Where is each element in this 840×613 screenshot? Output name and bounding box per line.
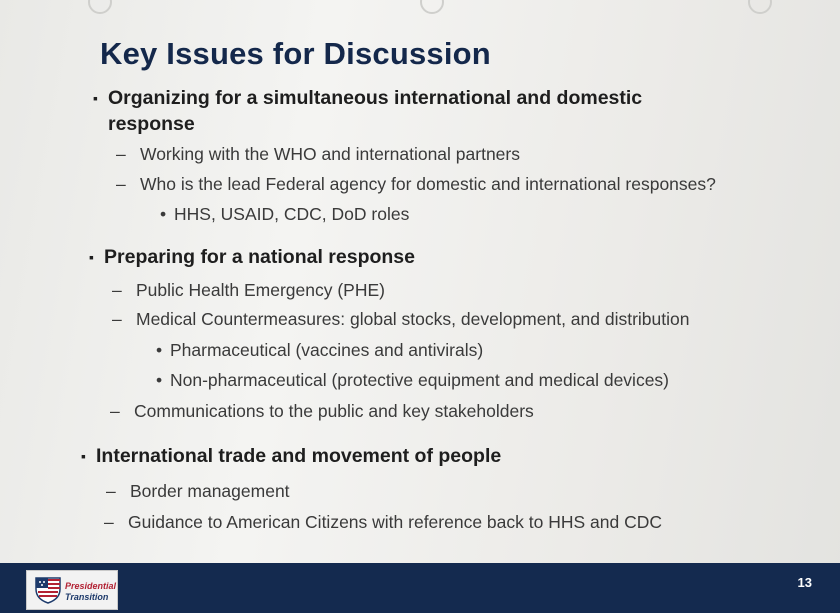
dash-icon: – — [104, 512, 114, 532]
dot-icon: • — [156, 370, 163, 390]
sub-list-item: • HHS, USAID, CDC, DoD roles — [160, 204, 410, 224]
binder-ring — [420, 0, 444, 14]
dot-icon: • — [160, 204, 167, 224]
list-item: – Public Health Emergency (PHE) — [112, 280, 385, 300]
square-bullet-icon: ▪ — [81, 448, 86, 464]
section-heading: ▪ International trade and movement of people — [81, 445, 502, 467]
page-number: 13 — [797, 575, 812, 590]
dash-icon: – — [110, 401, 120, 421]
list-item: – Who is the lead Federal agency for domestic and international responses? — [116, 174, 716, 194]
logo-text: Transition — [65, 592, 109, 602]
shield-icon — [33, 575, 63, 605]
list-item: – Guidance to American Citizens with reference back to HHS and CDC — [104, 512, 662, 532]
dash-icon: – — [116, 144, 126, 164]
list-item: – Working with the WHO and international partners — [116, 144, 520, 164]
slide-title: Key Issues for Discussion — [100, 36, 491, 71]
sub-list-item: • Pharmaceutical (vaccines and antivirals) — [156, 340, 484, 360]
dash-icon: – — [112, 309, 122, 329]
list-item: – Border management — [106, 481, 290, 501]
sub-list-item: • Non-pharmaceutical (protective equipment and medical devices) — [156, 370, 669, 390]
dash-icon: – — [112, 280, 122, 300]
footer-bar — [0, 563, 840, 613]
binder-ring — [88, 0, 112, 14]
binder-ring — [748, 0, 772, 14]
section-heading: ▪ Preparing for a national response — [89, 246, 415, 268]
section-heading: ▪ Organizing for a simultaneous international and domestic response — [93, 87, 643, 135]
list-item: – Medical Countermeasures: global stocks, development, and distribution — [112, 309, 690, 329]
logo-text: Presidential — [65, 581, 117, 591]
square-bullet-icon: ▪ — [93, 90, 98, 106]
list-item: – Communications to the public and key stakeholders — [110, 401, 534, 421]
dash-icon: – — [116, 174, 126, 194]
dash-icon: – — [106, 481, 116, 501]
presidential-transition-logo — [26, 570, 118, 610]
dot-icon: • — [156, 340, 163, 360]
square-bullet-icon: ▪ — [89, 249, 94, 265]
